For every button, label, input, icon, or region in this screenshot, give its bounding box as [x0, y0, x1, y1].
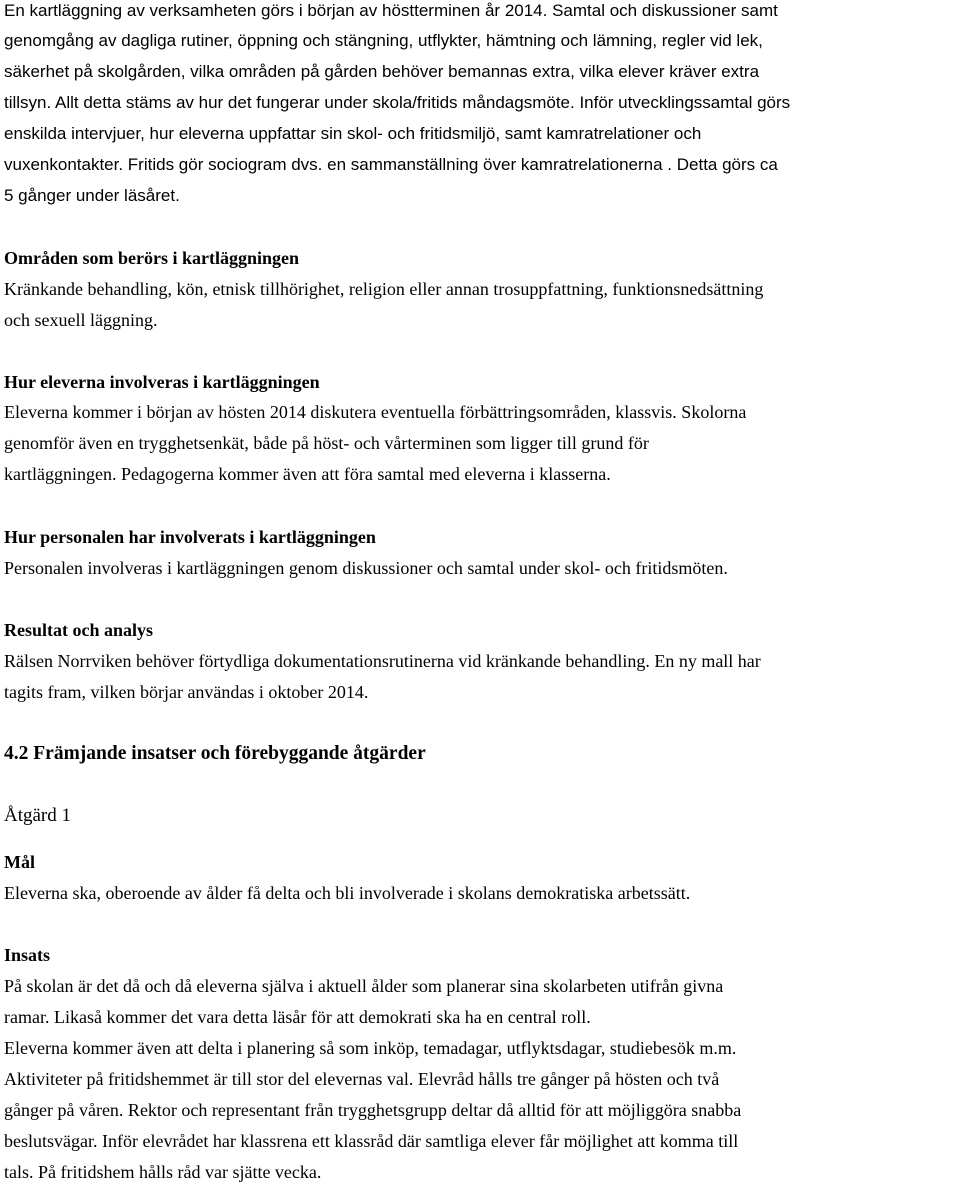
paragraph-line: och sexuell läggning.	[4, 310, 158, 330]
paragraph-line: En kartläggning av verksamheten görs i början av höstterminen år 2014. Samtal och diskussioner samt	[4, 1, 778, 20]
paragraph-line: beslutsvägar. Inför elevrådet har klassrena ett klassråd där samtliga elever får möjlighet att komma till	[4, 1131, 739, 1151]
paragraph-line: Kränkande behandling, kön, etnisk tillhörighet, religion eller annan trosuppfattning, funktionsnedsättning	[4, 279, 764, 299]
paragraph-line: säkerhet på skolgården, vilka områden på gården behöver bemannas extra, vilka elever kräver extra	[4, 62, 760, 81]
paragraph-line: 5 gånger under läsåret.	[4, 186, 180, 205]
paragraph-line: tillsyn. Allt detta stäms av hur det fungerar under skola/fritids måndagsmöte. Inför utvecklingssamtal görs	[4, 93, 791, 112]
paragraph-line: tals. På fritidshem hålls råd var sjätte vecka.	[4, 1162, 322, 1182]
paragraph-line: Eleverna kommer även att delta i planering så som inköp, temadagar, utflyktsdagar, studiebesök m.m.	[4, 1038, 737, 1058]
paragraph-line: Eleverna ska, oberoende av ålder få delta och bli involverade i skolans demokratiska arbetssätt.	[4, 883, 691, 903]
paragraph-line: tagits fram, vilken börjar användas i oktober 2014.	[4, 682, 369, 702]
section-heading-students: Hur eleverna involveras i kartläggningen	[4, 372, 320, 392]
paragraph-line: enskilda intervjuer, hur eleverna uppfattar sin skol- och fritidsmiljö, samt kamratrelationer och	[4, 124, 702, 143]
paragraph-line: gånger på våren. Rektor och representant från trygghetsgrupp deltar då alltid för att möjliggöra snabba	[4, 1100, 742, 1120]
subheading-effort: Insats	[4, 945, 51, 965]
paragraph-line: vuxenkontakter. Fritids gör sociogram dvs. en sammanställning över kamratrelationerna . Detta görs ca	[4, 155, 778, 174]
section-heading-areas: Områden som berörs i kartläggningen	[4, 248, 299, 268]
section-heading-staff: Hur personalen har involverats i kartläggningen	[4, 527, 376, 547]
paragraph-line: Aktiviteter på fritidshemmet är till stor del elevernas val. Elevråd hålls tre gånger på hösten och två	[4, 1069, 720, 1089]
paragraph-line: På skolan är det då och då eleverna själva i aktuell ålder som planerar sina skolarbeten utifrån givna	[4, 976, 724, 996]
paragraph-line: Rälsen Norrviken behöver förtydliga dokumentationsrutinerna vid kränkande behandling. En ny mall har	[4, 651, 761, 671]
measure-title: Åtgärd 1	[4, 805, 72, 826]
paragraph-line: kartläggningen. Pedagogerna kommer även att föra samtal med eleverna i klasserna.	[4, 464, 611, 484]
paragraph-line: Personalen involveras i kartläggningen genom diskussioner och samtal under skol- och fritidsmöten.	[4, 558, 728, 578]
section-heading-results: Resultat och analys	[4, 620, 154, 640]
section-title-4-2: 4.2 Främjande insatser och förebyggande åtgärder	[4, 743, 426, 764]
subheading-goal: Mål	[4, 852, 35, 872]
paragraph-line: genomgång av dagliga rutiner, öppning och stängning, utflykter, hämtning och lämning, regler vid lek,	[4, 31, 763, 50]
paragraph-line: Eleverna kommer i början av hösten 2014 diskutera eventuella förbättringsområden, klassvis. Skolorna	[4, 402, 747, 422]
paragraph-line: genomför även en trygghetsenkät, både på höst- och vårterminen som ligger till grund för	[4, 433, 649, 453]
paragraph-line: ramar. Likaså kommer det vara detta läsår för att demokrati ska ha en central roll.	[4, 1007, 591, 1027]
